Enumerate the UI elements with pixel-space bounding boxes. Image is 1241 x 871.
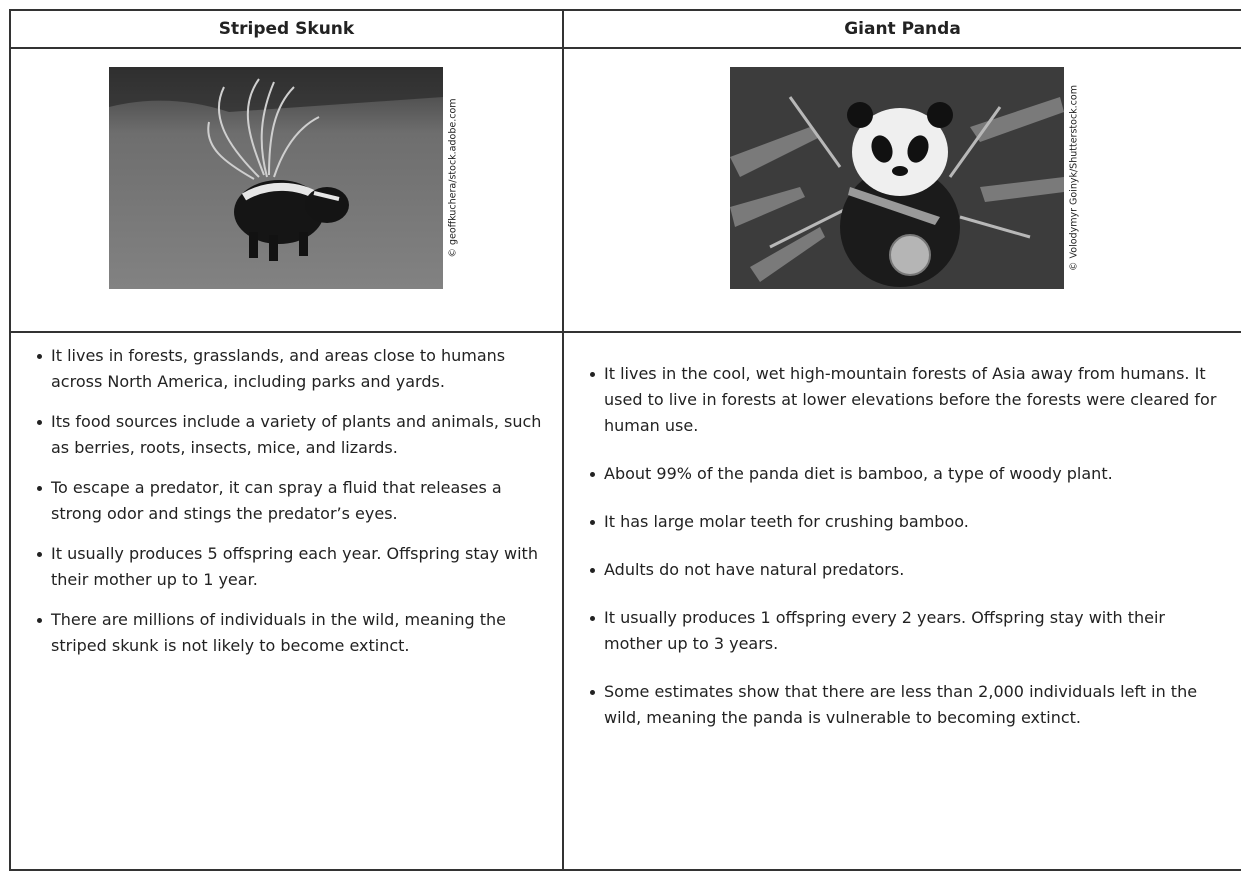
list-item: Some estimates show that there are less than 2,000 individuals left in the wild, meaning the panda is vulnerable to becoming extinct. (588, 679, 1227, 731)
skunk-photo-cell (10, 48, 563, 332)
panda-facts-cell (563, 332, 1241, 870)
comparison-table (9, 9, 1241, 871)
list-item: It usually produces 5 offspring each year. Offspring stay with their mother up to 1 year. (35, 541, 548, 593)
skunk-illustration (109, 67, 443, 289)
list-item: To escape a predator, it can spray a fluid that releases a strong odor and stings the predator’s eyes. (35, 475, 548, 527)
column-heading-panda: Giant Panda (563, 10, 1241, 48)
facts-row (10, 332, 1241, 870)
list-item: Adults do not have natural predators. (588, 557, 1227, 583)
header-row (10, 10, 1241, 48)
column-heading-skunk: Striped Skunk (10, 10, 563, 48)
panda-photo-cell (563, 48, 1241, 332)
list-item: It usually produces 1 offspring every 2 years. Offspring stay with their mother up to 3 years. (588, 605, 1227, 657)
skunk-facts-cell (10, 332, 563, 870)
panda-illustration (730, 67, 1064, 289)
panda-photo (730, 67, 1064, 289)
skunk-facts-list (11, 333, 562, 659)
list-item: It lives in the cool, wet high-mountain forests of Asia away from humans. It used to live in forests at lower elevations before the forests were cleared for human use. (588, 361, 1227, 439)
image-row (10, 48, 1241, 332)
list-item: There are millions of individuals in the wild, meaning the striped skunk is not likely to become extinct. (35, 607, 548, 659)
skunk-photo (109, 67, 443, 289)
list-item: Its food sources include a variety of plants and animals, such as berries, roots, insects, mice, and lizards. (35, 409, 548, 461)
list-item: About 99% of the panda diet is bamboo, a type of woody plant. (588, 461, 1227, 487)
panda-photo-credit: © Volodymyr Goinyk/Shutterstock.com (1068, 85, 1080, 271)
list-item: It has large molar teeth for crushing bamboo. (588, 509, 1227, 535)
skunk-photo-credit: © geoffkuchera/stock.adobe.com (447, 98, 459, 258)
panda-facts-list (564, 333, 1241, 731)
list-item: It lives in forests, grasslands, and areas close to humans across North America, including parks and yards. (35, 343, 548, 395)
